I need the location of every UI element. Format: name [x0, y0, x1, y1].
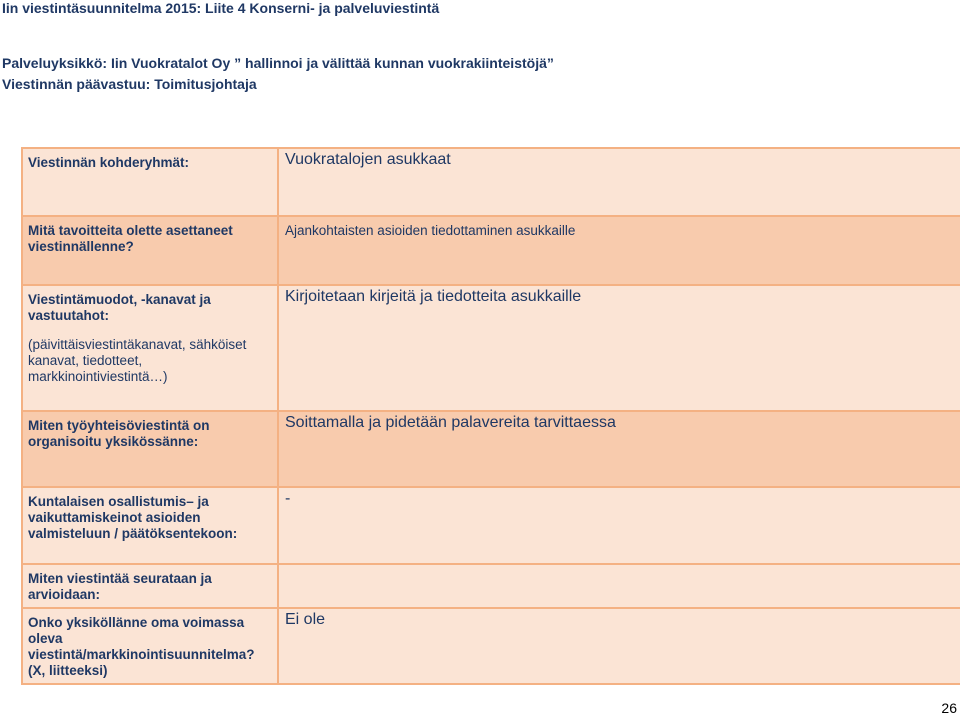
row-value[interactable]: Ajankohtaisten asioiden tiedottaminen asukkaille [278, 216, 960, 285]
row-label [22, 285, 278, 411]
service-unit-line: Palveluyksikkö: Iin Vuokratalot Oy ” hallinnoi ja välittää kunnan vuokrakiinteistöjä” [2, 55, 554, 71]
row-label: Viestinnän kohderyhmät: [22, 148, 278, 216]
table-row [22, 148, 960, 216]
table-row [22, 608, 960, 684]
row-label: Mitä tavoitteita olette asettaneet viestinnällenne? [22, 216, 278, 285]
row-label: Onko yksiköllänne oma voimassa oleva viestintä/markkinointisuunnitelma? (X, liitteeksi) [22, 608, 278, 684]
row-value[interactable] [278, 564, 960, 608]
row-label: Miten viestintää seurataan ja arvioidaan: [22, 564, 278, 608]
row-label-main: Viestintämuodot, -kanavat ja vastuutahot: [28, 292, 211, 323]
row-value[interactable]: Kirjoitetaan kirjeitä ja tiedotteita asukkaille [278, 285, 960, 411]
table-row [22, 564, 960, 608]
row-label: Kuntalaisen osallistumis– ja vaikuttamiskeinot asioiden valmisteluun / päätöksentekoon: [22, 487, 278, 564]
row-value[interactable]: Ei ole [278, 608, 960, 684]
row-label-sub: (päivittäisviestintäkanavat, sähköiset kanavat, tiedotteet, markkinointiviestintä…) [28, 337, 247, 384]
row-label: Miten työyhteisöviestintä on organisoitu yksikössänne: [22, 411, 278, 487]
document-title: Iin viestintäsuunnitelma 2015: Liite 4 Konserni- ja palveluviestintä [2, 0, 440, 16]
table-row [22, 285, 960, 411]
row-value[interactable]: - [278, 487, 960, 564]
table-row [22, 487, 960, 564]
communication-plan-table [21, 147, 960, 685]
page-number: 26 [941, 700, 957, 716]
row-value[interactable]: Soittamalla ja pidetään palavereita tarvittaessa [278, 411, 960, 487]
row-value[interactable]: Vuokratalojen asukkaat [278, 148, 960, 216]
table-row [22, 411, 960, 487]
table-row [22, 216, 960, 285]
responsible-line: Viestinnän päävastuu: Toimitusjohtaja [2, 76, 257, 92]
